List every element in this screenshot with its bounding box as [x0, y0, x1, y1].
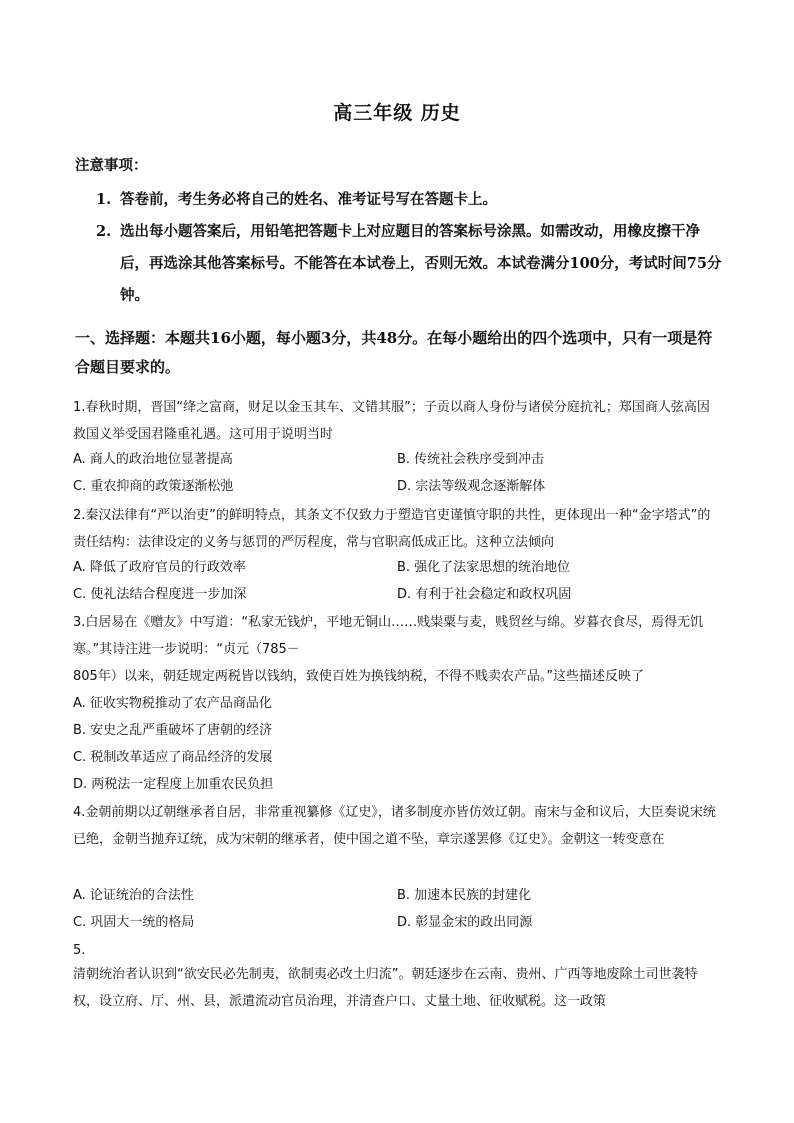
notice-item-number: 2. — [96, 223, 112, 240]
question-3-option-a — [73, 690, 721, 717]
question-3-stem-line-2: 805年）以来，朝廷规定两税皆以钱纳，致使百姓为换钱纳税，不得不贱卖农产品。”这些描述反映了 — [73, 669, 645, 684]
option-d: D. 两税法一定程度上加重农民负担 — [73, 777, 274, 792]
option-b: B. 安史之乱严重破坏了唐朝的经济 — [73, 723, 273, 738]
notice-item-2 — [96, 216, 726, 312]
option-a: A. 征收实物税推动了农产品商品化 — [73, 696, 272, 711]
question-1-stem: 1.春秋时期，晋国“绛之富商，财足以金玉其车、文错其服”；子贡以商人身份与诸侯分庭抗礼；郑国商人弦高因救国义举受国君隆重礼遇。这可用于说明当时 — [73, 400, 710, 442]
question-2-options-row-2 — [73, 581, 721, 608]
question-1-options-row-2 — [73, 473, 721, 500]
option-c: C. 重农抑商的政策逐渐松弛 — [73, 479, 234, 494]
option-a: A. 论证统治的合法性 — [73, 888, 194, 903]
question-3-stem-line-1: 3.白居易在《赠友》中写道：“私家无钱炉，平地无铜山……贱粜粟与麦，贱贸丝与绵。岁暮衣食尽，焉得无饥寒。”其诗注进一步说明：“贞元（785－ — [73, 615, 704, 657]
question-5-stem: 清朝统治者认识到“欲安民必先制夷，欲制夷必改土归流”。朝廷逐步在云南、贵州、广西等地废除土司世袭特权，设立府、厅、州、县，派遣流动官员治理，并清查户口、丈量土地、征收赋税。这一政策 — [73, 967, 698, 1009]
option-b: B. 传统社会秩序受到冲击 — [397, 452, 545, 467]
option-b: B. 加速本民族的封建化 — [397, 888, 532, 903]
question-3-option-b — [73, 717, 721, 744]
option-c: C. 使礼法结合程度进一步加深 — [73, 587, 247, 602]
option-d: D. 彰显金宋的政出同源 — [397, 915, 533, 930]
notice-item-text: 答卷前，考生务必将自己的姓名、准考证号写在答题卡上。 — [120, 191, 497, 208]
question-3-option-d — [73, 771, 721, 798]
option-c: C. 税制改革适应了商品经济的发展 — [73, 750, 273, 765]
question-2-options-row-1 — [73, 554, 721, 581]
option-a: A. 降低了政府官员的行政效率 — [73, 560, 246, 575]
section-heading: 一、选择题：本题共16小题，每小题3分，共48分。在每小题给出的四个选项中，只有一项是符合题目要求的。 — [75, 329, 713, 376]
question-4-options-row-2 — [73, 909, 721, 936]
option-b: B. 强化了法家思想的统治地位 — [397, 560, 571, 575]
page-title: 高三年级 历史 — [333, 102, 461, 124]
notice-item-number: 1. — [96, 191, 112, 208]
option-a: A. 商人的政治地位显著提高 — [73, 452, 233, 467]
question-1-options-row-1 — [73, 446, 721, 473]
notice-item-1 — [96, 184, 726, 216]
option-c: C. 巩固大一统的格局 — [73, 915, 195, 930]
question-3-option-c — [73, 744, 721, 771]
question-2-stem: 2.秦汉法律有“严以治吏”的鲜明特点，其条文不仅致力于塑造官吏谨慎守职的共性，更体现出一种“金字塔式”的责任结构：法律设定的义务与惩罚的严厉程度，常与官职高低成正比。这种立法倾向 — [73, 508, 711, 550]
question-4-options-row-1 — [73, 882, 721, 909]
question-5-number: 5. — [73, 943, 86, 958]
option-d: D. 有利于社会稳定和政权巩固 — [397, 587, 572, 602]
notice-item-text: 选出每小题答案后，用铅笔把答题卡上对应题目的答案标号涂黑。如需改动，用橡皮擦干净后，再选涂其他答案标号。不能答在本试卷上，否则无效。本试卷满分100分，考试时间75分钟。 — [120, 223, 722, 304]
notice-heading: 注意事项： — [75, 157, 148, 174]
option-d: D. 宗法等级观念逐渐解体 — [397, 479, 546, 494]
question-4-stem: 4.金朝前期以辽朝继承者自居，非常重视纂修《辽史》，诸多制度亦皆仿效辽朝。南宋与金和议后，大臣奏说宋统已绝，金朝当抛弃辽统，成为宋朝的继承者，使中国之道不坠，章宗遂罢修《辽史》。金朝这一转变意在 — [73, 805, 716, 847]
